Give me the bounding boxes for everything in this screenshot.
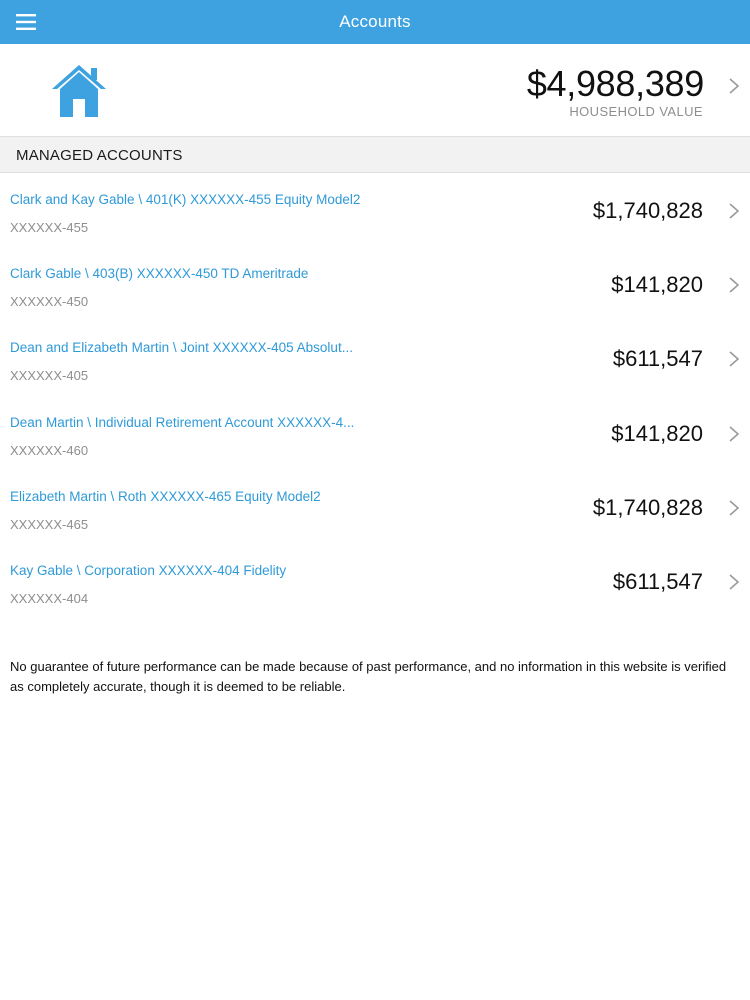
account-name-link[interactable]: Clark Gable \ 403(B) XXXXXX-450 TD Ameritrade [10, 266, 309, 282]
account-value: $611,547 [612, 568, 703, 594]
chevron-right-icon [728, 499, 740, 517]
household-summary-row[interactable] [0, 44, 750, 136]
account-number: XXXXXX-455 [10, 220, 89, 235]
managed-accounts-header [0, 136, 750, 173]
chevron-right-icon [728, 573, 740, 591]
account-row[interactable] [0, 544, 750, 618]
chevron-right-icon [728, 425, 740, 443]
disclaimer-text: No guarantee of future performance can be made because of past performance, and no information in this website is verified as completely accurate, though it is deemed to be reliable. [10, 659, 727, 694]
accounts-list [0, 173, 750, 618]
account-row[interactable] [0, 396, 750, 470]
account-number: XXXXXX-404 [10, 590, 89, 606]
section-title: MANAGED ACCOUNTS [16, 147, 183, 164]
account-value: $1,740,828 [592, 494, 703, 520]
account-number: XXXXXX-450 [10, 294, 89, 310]
top-navbar [0, 0, 750, 44]
account-value: $611,547 [612, 346, 703, 372]
account-value: $1,740,828 [592, 198, 703, 223]
account-name-link[interactable]: Dean and Elizabeth Martin \ Joint XXXXXX-405 Absolut... [10, 340, 353, 356]
household-value-label: HOUSEHOLD VALUE [569, 104, 703, 119]
home-icon [50, 62, 108, 120]
household-value: $4,988,389 [526, 63, 704, 104]
account-name-link[interactable]: Dean Martin \ Individual Retirement Account XXXXXX-4... [10, 414, 355, 430]
account-number: XXXXXX-405 [10, 368, 89, 384]
chevron-right-icon [728, 77, 740, 95]
account-row[interactable] [0, 470, 750, 544]
chevron-right-icon [728, 350, 740, 368]
chevron-right-icon [728, 202, 740, 220]
account-number: XXXXXX-465 [10, 516, 89, 532]
account-row[interactable] [0, 173, 750, 247]
account-value: $141,820 [611, 420, 703, 446]
page-title: Accounts [339, 12, 411, 31]
account-row[interactable] [0, 321, 750, 395]
account-name-link[interactable]: Kay Gable \ Corporation XXXXXX-404 Fidelity [10, 562, 287, 578]
account-value: $141,820 [611, 272, 703, 298]
account-name-link[interactable]: Elizabeth Martin \ Roth XXXXXX-465 Equity Model2 [10, 488, 321, 504]
account-number: XXXXXX-460 [10, 442, 89, 458]
account-row[interactable] [0, 247, 750, 321]
chevron-right-icon [728, 276, 740, 294]
account-name-link[interactable]: Clark and Kay Gable \ 401(K) XXXXXX-455 Equity Model2 [10, 192, 361, 207]
